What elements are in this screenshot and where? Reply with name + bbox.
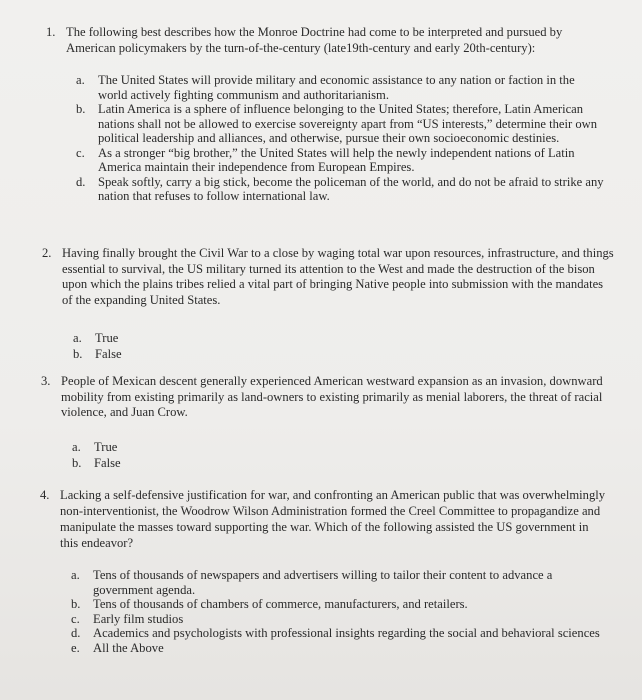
option-b[interactable] bbox=[73, 346, 273, 362]
option-a[interactable] bbox=[76, 73, 606, 102]
question-number: 2. bbox=[42, 246, 52, 260]
option-text: Tens of thousands of newspapers and advertisers willing to tailor their content to advance a government agenda. bbox=[93, 568, 553, 597]
option-b[interactable] bbox=[71, 597, 611, 612]
option-text: The United States will provide military and economic assistance to any nation or faction in the world actively fighting communism and authoritarianism. bbox=[98, 73, 575, 102]
option-text: True bbox=[94, 440, 118, 454]
option-letter: a. bbox=[72, 440, 81, 454]
option-letter: d. bbox=[71, 626, 81, 640]
question-4 bbox=[40, 487, 606, 551]
option-a[interactable] bbox=[72, 439, 272, 455]
question-number: 3. bbox=[41, 374, 51, 388]
question-2 bbox=[42, 246, 614, 308]
option-d[interactable] bbox=[76, 175, 606, 204]
option-c[interactable] bbox=[76, 146, 606, 175]
option-letter: b. bbox=[72, 456, 82, 470]
option-text: Academics and psychologists with professional insights regarding the social and behavioral sciences bbox=[93, 626, 600, 640]
option-letter: a. bbox=[76, 73, 85, 87]
option-letter: d. bbox=[76, 174, 86, 189]
option-text: As a stronger “big brother,” the United States will help the newly independent nations of Latin America maintain their independence from European Empires. bbox=[98, 145, 575, 174]
option-b[interactable] bbox=[76, 102, 606, 146]
option-letter: c. bbox=[71, 611, 80, 626]
option-letter: a. bbox=[71, 568, 80, 582]
option-a[interactable] bbox=[73, 330, 273, 346]
question-2-options bbox=[73, 330, 273, 362]
option-d[interactable] bbox=[71, 626, 611, 641]
option-text: Early film studios bbox=[93, 611, 184, 626]
option-letter: b. bbox=[71, 597, 81, 611]
question-3-options bbox=[72, 439, 272, 471]
option-letter: b. bbox=[73, 347, 83, 361]
option-text: Tens of thousands of chambers of commerce, manufacturers, and retailers. bbox=[93, 597, 468, 611]
question-number: 1. bbox=[46, 25, 56, 39]
question-number: 4. bbox=[40, 488, 50, 502]
option-text: Latin America is a sphere of influence belonging to the United States; therefore, Latin American nations shall not be allowed to exercise sovereignty apart from “US interests,” determine their own political leadership and alliances, and otherwise, pursue their own socioeconomic destinies. bbox=[98, 102, 598, 145]
option-text: True bbox=[95, 331, 119, 345]
question-text: Lacking a self-defensive justification for war, and confronting an American public that was overwhelmingly non-interventionist, the Woodrow Wilson Administration formed the Creel Committee to propagandize and manipulate the masses toward supporting the war. Which of the following assisted the US government in this endeavor? bbox=[60, 488, 606, 550]
option-text: False bbox=[94, 456, 121, 470]
option-text: False bbox=[95, 347, 122, 361]
question-4-options bbox=[71, 568, 611, 655]
option-letter: a. bbox=[73, 331, 82, 345]
question-1 bbox=[46, 25, 614, 56]
question-3 bbox=[41, 374, 617, 421]
option-text: Speak softly, carry a big stick, become the policeman of the world, and do not be afraid to strike any nation that refuses to follow international law. bbox=[98, 174, 604, 203]
option-letter: c. bbox=[76, 145, 85, 160]
option-letter: b. bbox=[76, 102, 86, 116]
question-text: The following best describes how the Monroe Doctrine had come to be interpreted and pursued by American policymakers by the turn-of-the-century (late19th-century and early 20th-century): bbox=[66, 25, 563, 55]
option-text: All the Above bbox=[93, 640, 164, 655]
question-text: People of Mexican descent generally experienced American westward expansion as an invasion, downward mobility from existing primarily as land-owners to existing primarily as menial laborers, the threat of racial violence, and Juan Crow. bbox=[61, 374, 603, 419]
question-1-options bbox=[76, 73, 606, 204]
option-letter: e. bbox=[71, 640, 80, 655]
option-c[interactable] bbox=[71, 612, 611, 627]
option-a[interactable] bbox=[71, 568, 611, 597]
question-text: Having finally brought the Civil War to a close by waging total war upon resources, infrastructure, and things essential to survival, the US military turned its attention to the West and made the destruction of the bison upon which the plains tribes relied a vital part of bringing Native people into submission with the mandates of the expanding United States. bbox=[62, 246, 614, 307]
option-b[interactable] bbox=[72, 455, 272, 471]
option-e[interactable] bbox=[71, 641, 611, 656]
